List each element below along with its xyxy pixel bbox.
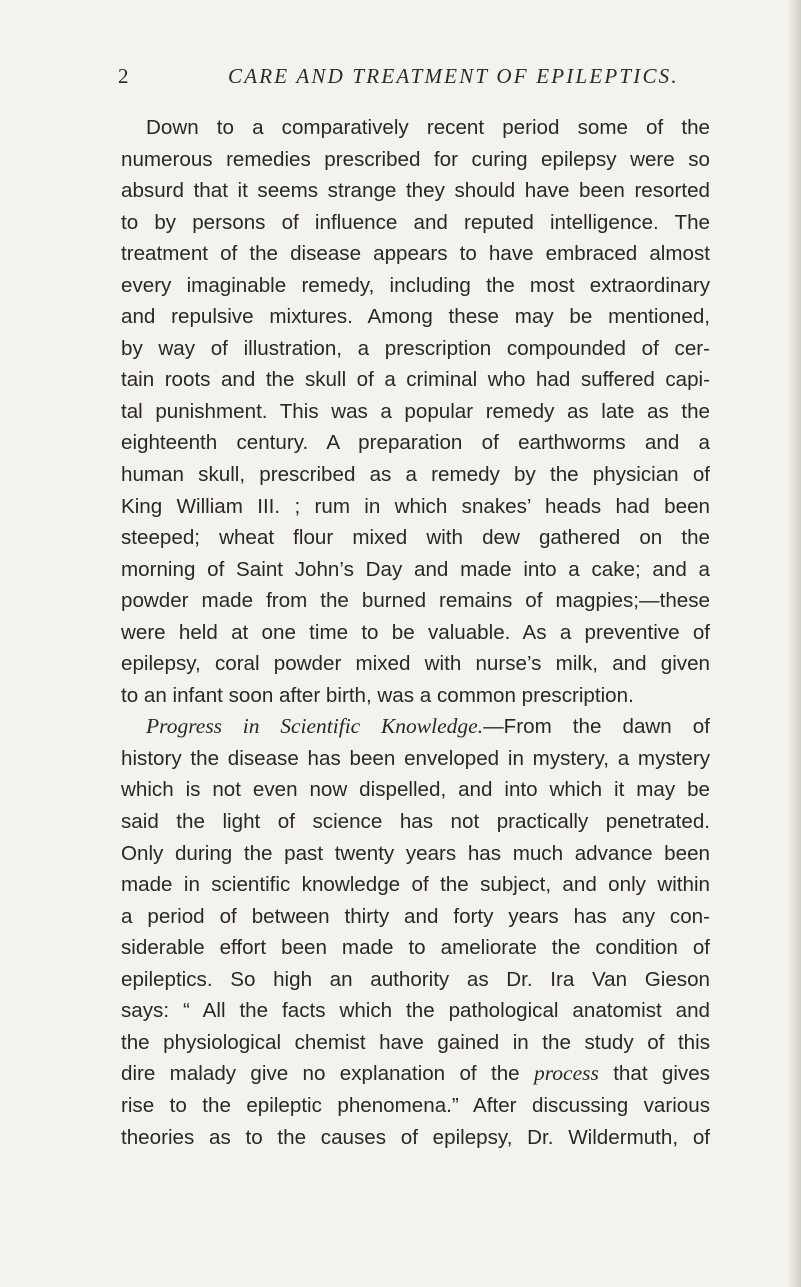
text-line: Only during the past twenty years has much advance been (121, 841, 710, 865)
text-line: powder made from the burned remains of magpies;—these (121, 589, 710, 613)
running-head (118, 64, 710, 94)
text-line: were held at one time to be valuable. As a preventive of (121, 620, 710, 644)
text-line: treatment of the disease appears to have embraced almost (121, 242, 710, 266)
text-line: the physiological chemist have gained in the study of this (121, 1030, 710, 1054)
text-line: says: “ All the facts which the pathological anatomist and (121, 999, 710, 1023)
text-line: human skull, prescribed as a remedy by the physician of (121, 463, 710, 487)
text-line: a period of between thirty and forty years has any con- (121, 904, 710, 928)
text-line: tain roots and the skull of a criminal who had suffered capi- (121, 368, 710, 392)
text-line: which is not even now dispelled, and into which it may be (121, 778, 710, 802)
text-line: absurd that it seems strange they should have been resorted (121, 179, 710, 203)
section-heading-line (146, 711, 710, 743)
text-line: tal punishment. This was a popular remedy as late as the (121, 399, 710, 423)
text-line: steeped; wheat flour mixed with dew gathered on the (121, 526, 710, 550)
text-line: every imaginable remedy, including the most extraordinary (121, 273, 710, 297)
page-edge-shadow (787, 0, 801, 1287)
text-line: eighteenth century. A preparation of earthworms and a (121, 431, 710, 455)
text-line: history the disease has been enveloped in mystery, a mystery (121, 746, 710, 770)
text-line: said the light of science has not practically penetrated. (121, 810, 710, 834)
emphasis-word: process (533, 1061, 599, 1086)
text-line: made in scientific knowledge of the subject, and only within (121, 873, 710, 897)
text-line: epileptics. So high an authority as Dr. Ira Van Gieson (121, 967, 710, 991)
text-segment: that gives (613, 1062, 710, 1086)
text-line: to an infant soon after birth, was a common prescription. (121, 683, 634, 707)
text-line: Down to a comparatively recent period some of the (146, 116, 710, 139)
text-line: theories as to the causes of epilepsy, Dr. Wildermuth, of (121, 1125, 710, 1149)
text-line-with-emphasis (121, 1058, 710, 1090)
text-line: siderable effort been made to ameliorate the condition of (121, 936, 710, 960)
text-line: rise to the epileptic phenomena.” After discussing various (121, 1093, 710, 1117)
text-line: numerous remedies prescribed for curing epilepsy were so (121, 147, 710, 171)
text-line: morning of Saint John’s Day and made into a cake; and a (121, 557, 710, 581)
body-text (121, 112, 710, 1153)
text-line: and repulsive mixtures. Among these may be mentioned, (121, 305, 710, 329)
section-heading-rest: —From the dawn of (483, 715, 710, 739)
text-line: King William III. ; rum in which snakes’ heads had been (121, 494, 710, 518)
page-number: 2 (118, 64, 130, 88)
text-line: to by persons of influence and reputed intelligence. The (121, 210, 710, 234)
running-title: CARE AND TREATMENT OF EPILEPTICS. (228, 64, 679, 88)
text-line: epilepsy, coral powder mixed with nurse’s milk, and given (121, 652, 710, 676)
text-segment: dire malady give no explanation of the (121, 1062, 520, 1086)
text-line: by way of illustration, a prescription compounded of cer- (121, 336, 710, 360)
section-heading: Progress in Scientific Knowledge. (146, 714, 484, 739)
